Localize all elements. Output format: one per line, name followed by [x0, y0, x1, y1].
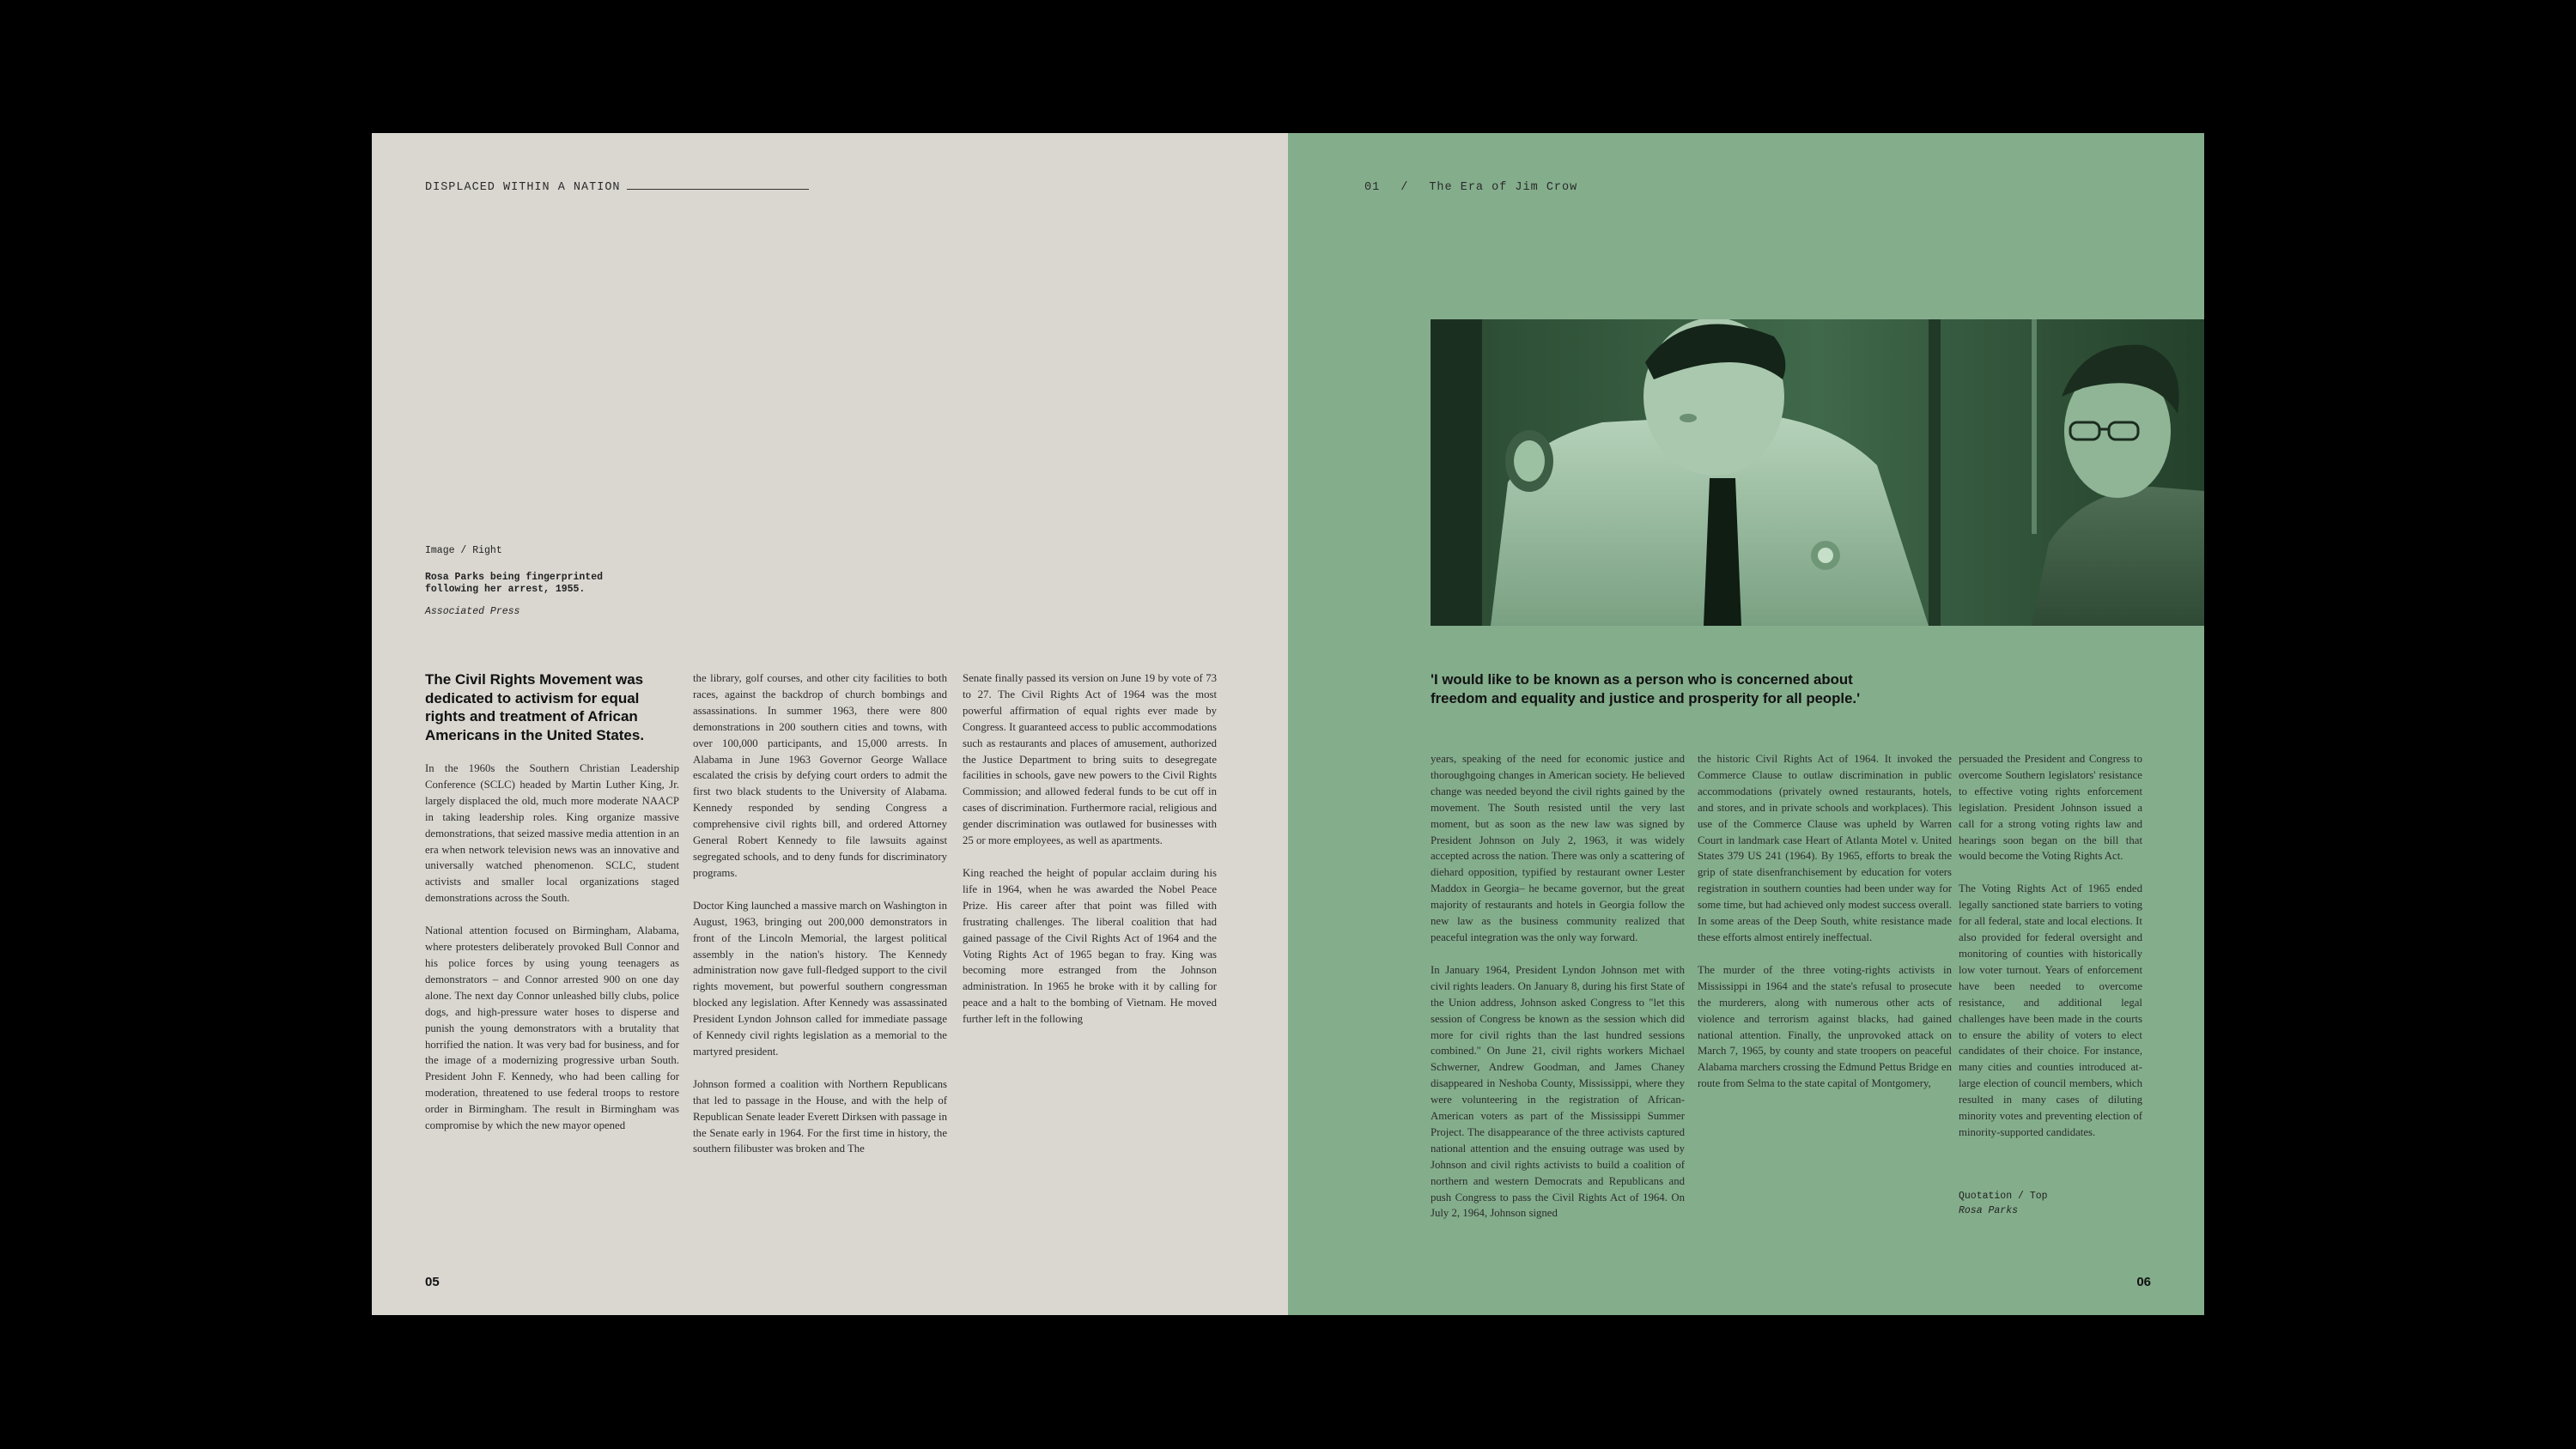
paragraph: In January 1964, President Lyndon Johnson met with civil rights leaders. On January 8, during his first State of the Union address, Johnson asked Congress to "let this session of Congress be known as the session which did more for civil rights than the last hundred sessions combined." On June 21, civil rights workers Michael Schwerner, Andrew Goodman, and James Chaney disappeared in Neshoba County, Mississippi, where they were volunteering in the registration of African-American voters as part of the Mississippi Summer Project. The disappearance of the three activists captured national attention and the ensuing outrage was used by Johnson and civil rights activists to build a coalition of northern and western Democrats and Republicans and push Congress to pass the Civil Rights Act of 1964. On July 2, 1964, Johnson signed	[1431, 963, 1685, 1220]
paragraph: the historic Civil Rights Act of 1964. It invoked the Commerce Clause to outlaw discrimination in public accommodations (privately owned restaurants, hotels, and stores, and in private schools and workplaces). This use of the Commerce Clause was upheld by Warren Court in landmark case Heart of Atlanta Motel v. United States 379 US 241 (1964). By 1965, efforts to break the grip of state disenfranchisement by education for voters registration in southern counties had been under way for some time, but had achieved only modest success overall. In some areas of the Deep South, white resistance made these efforts almost entirely ineffectual.	[1698, 753, 1952, 943]
photo-illustration	[1431, 319, 2204, 626]
text-column-2	[693, 670, 947, 1173]
running-head-rule	[627, 189, 809, 190]
rosa-parks-photo	[1431, 319, 2204, 626]
running-head	[1364, 181, 1598, 194]
paragraph: National attention focused on Birmingham, Alabama, where protesters deliberately provoked Bull Connor and his police forces by using young teenagers as demonstrators – and Connor arrested 900 on one day alone. The next day Connor unleashed billy clubs, police dogs, and high-pressure water hoses to disperse and punish the young demonstrators with a brutality that horrified the nation. It was very bad for business, and for the image of a modernizing progressive urban South. President John F. Kennedy, who had been calling for moderation, threatened to use federal troops to restore order in Birmingham. The result in Birmingham was compromise by which the new mayor opened	[425, 925, 679, 1132]
page-number: 06	[2136, 1275, 2151, 1289]
caption-text: Rosa Parks being fingerprinted following her arrest, 1955.	[425, 572, 604, 595]
paragraph: The murder of the three voting-rights activists in Mississippi in 1964 and the state's refusal to prosecute the murderers, along with numerous other acts of violence and terrorism against blacks, had gained national attention. Finally, the unprovoked attack on March 7, 1965, by county and state troopers on peaceful Alabama marchers crossing the Edmund Pettus Bridge en route from Selma to the state capital of Montgomery,	[1698, 963, 1952, 1090]
paragraph: The Voting Rights Act of 1965 ended legally sanctioned state barriers to voting for all federal, state and local elections. It also provided for federal oversight and monitoring of counties with historically low voter turnout. Years of enforcement have been needed to overcome resistance, and additional legal challenges have been made in the courts to ensure the ability of voters to elect candidates of their choice. For instance, many cities and counties introduced at-large election of council members, which resulted in many cases of diluting minority votes and preventing election of minority-supported candidates.	[1959, 882, 2142, 1138]
quote-attribution-credit: Rosa Parks	[1959, 1205, 2019, 1216]
paragraph: King reached the height of popular acclaim during his life in 1964, when he was awarded the Nobel Peace Prize. His career after that point was filled with frustrating challenges. The liberal coalition that had gained passage of the Civil Rights Act of 1964 and the Voting Rights Act of 1965 began to fray. King was becoming more estranged from the Johnson administration. In 1965 he broke with it by calling for peace and a halt to the bombing of Vietnam. He moved further left in the following	[963, 866, 1217, 1026]
text-column-1	[425, 670, 679, 1150]
paragraph: Johnson formed a coalition with Northern Republicans that led to passage in the House, and with the help of Republican Senate leader Everett Dirksen with passage in the Senate early in 1964. For the first time in history, the southern filibuster was broken and The	[693, 1077, 948, 1155]
text-column-3	[963, 670, 1217, 1044]
magazine-spread	[372, 133, 2204, 1315]
pull-quote: 'I would like to be known as a person who is concerned about freedom and equality and justice and prosperity for all people.'	[1431, 671, 1861, 706]
chapter-number: 01	[1364, 181, 1381, 194]
text-column-1	[1431, 751, 1685, 1238]
right-page	[1288, 133, 2204, 1315]
running-head: DISPLACED WITHIN A NATION	[425, 181, 621, 194]
lead-paragraph: The Civil Rights Movement was dedicated to activism for equal rights and treatment of African Americans in the United States.	[425, 671, 645, 743]
paragraph: Doctor King launched a massive march on Washington in August, 1963, bringing out 200,000 demonstrators in front of the Lincoln Memorial, the largest political assembly in the nation's history. The Kennedy administration now gave full-fledged support to the civil rights movement, but powerful southern congressman blocked any legislation. After Kennedy was assassinated President Lyndon Johnson called for immediate passage of Kennedy civil rights legislation as a memorial to the martyred president.	[693, 899, 947, 1058]
chapter-separator: /	[1400, 181, 1409, 194]
caption-credit: Associated Press	[425, 606, 520, 617]
paragraph: years, speaking of the need for economic justice and thoroughgoing changes in American society. He believed change was needed beyond the civil rights gained by the movement. The South resisted until the very last moment, but as soon as the new law was signed by President Johnson on July 2, 1963, it was widely accepted across the nation. There was only a scattering of diehard opposition, typified by restaurant owner Lester Maddox in Georgia– he became governor, but the great majority of restaurants and hotels in Georgia follow the new law as the business community realized that peaceful integration was the only way forward.	[1431, 753, 1685, 943]
page-number: 05	[425, 1275, 440, 1289]
text-column-3	[1959, 751, 2142, 1157]
image-caption	[425, 545, 648, 617]
chapter-title: The Era of Jim Crow	[1429, 181, 1578, 194]
quote-attribution-label: Quotation / Top	[1959, 1191, 2048, 1202]
paragraph: persuaded the President and Congress to overcome Southern legislators' resistance to effective voting rights enforcement legislation. President Johnson issued a call for a strong voting rights law and hearings soon began on the bill that would become the Voting Rights Act.	[1959, 753, 2142, 863]
paragraph: In the 1960s the Southern Christian Leadership Conference (SCLC) headed by Martin Luther King, Jr. largely displaced the old, much more moderate NAACP in taking leadership roles. King organize massive demonstrations, that seized massive media attention in an era when network television news was an innovative and universally watched phenomenon. SCLC, student activists and smaller local organizations staged demonstrations across the South.	[425, 762, 679, 905]
left-page	[372, 133, 1288, 1315]
quote-attribution	[1959, 1191, 2048, 1216]
paragraph: Senate finally passed its version on June 19 by vote of 73 to 27. The Civil Rights Act of 1964 was the most powerful affirmation of equal rights ever made by Congress. It guaranteed access to public accommodations such as restaurants and places of amusement, authorized the Justice Department to bring suits to desegregate facilities in schools, gave new powers to the Civil Rights Commission; and allowed federal funds to be cut off in cases of discrimination. Furthermore racial, religious and gender discrimination was outlawed for businesses with 25 or more employees, as well as apartments.	[963, 672, 1217, 847]
text-column-2	[1698, 751, 1952, 1108]
paragraph: the library, golf courses, and other city facilities to both races, against the backdrop of church bombings and assassinations. In summer 1963, there were 800 demonstrations in 200 southern cities and towns, with over 100,000 participants, and 15,000 arrests. In Alabama in June 1963 Governor George Wallace escalated the crisis by defying court orders to admit the first two black students to the University of Alabama. Kennedy responded by sending Congress a comprehensive civil rights bill, and ordered Attorney General Robert Kennedy to file lawsuits against segregated schools, and to deny funds for discriminatory programs.	[693, 672, 947, 879]
caption-label: Image / Right	[425, 545, 502, 556]
